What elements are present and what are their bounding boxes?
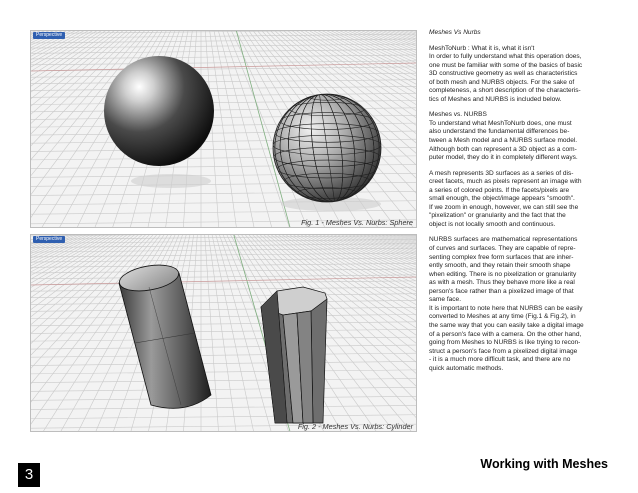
text-line: completeness, a short description of the characteris- [429, 87, 581, 95]
text-line: of a person's face with a camera. On the other hand, [429, 330, 582, 338]
text-line: as with a mesh. Thus they behave more like a real [429, 279, 575, 287]
paragraph-nurbs-definition [429, 236, 612, 373]
text-line: To understand what MeshToNurb does, one must [429, 119, 572, 127]
text-line: struct a person's face from a pixelized digital image [429, 347, 578, 355]
page-number: 3 [18, 463, 40, 487]
figure-2-caption: Fig. 2 - Meshes Vs. Nurbs: Cylinder [297, 422, 413, 431]
text-line: going from Meshes to NURBS is like trying to recon- [429, 339, 581, 347]
text-line: when editing. There is no pixelization or granularity [429, 270, 577, 278]
text-line: ently smooth, and they retain their smooth shape [429, 262, 571, 270]
viewport-label: Perspective [33, 236, 65, 243]
text-line: quick automatic methods. [429, 364, 504, 372]
nurbs-sphere [104, 56, 214, 166]
text-line: of curves and surfaces. They are capable of repre- [429, 245, 576, 253]
paragraph-meshes-vs-nurbs [429, 111, 612, 162]
paragraph-intro [429, 45, 612, 105]
text-line: a series of colored points. If the facets/pixels are [429, 186, 570, 194]
section-title: Working with Meshes [480, 457, 608, 471]
figure-1-caption: Fig. 1 - Meshes Vs. Nurbs: Sphere [301, 218, 413, 227]
text-line: MeshToNurb : What it is, what it isn't [429, 44, 535, 52]
text-line: same face. [429, 296, 462, 304]
text-line: If we zoom in enough, however, we can still see the [429, 203, 579, 211]
text-line: Although both can represent a 3D object as a com- [429, 145, 577, 153]
text-line: puter model, they do it in completely different ways. [429, 154, 578, 162]
text-line: of both mesh and NURBS objects. For the sake of [429, 78, 575, 86]
text-line: also understand the fundamental differences be- [429, 128, 570, 136]
article-title: Meshes Vs Nurbs [429, 29, 481, 36]
text-line: creet facets, much as pixels represent an image with [429, 178, 582, 186]
cylinder-render [31, 235, 416, 431]
shadow [131, 174, 211, 188]
text-line: object is not locally smooth and continuous. [429, 220, 556, 228]
text-line: - it is a much more difficult task, and there are no [429, 356, 571, 364]
text-line: It is important to note here that NURBS can be easily [429, 304, 583, 312]
text-line: small enough, the object/image appears "smooth". [429, 195, 575, 203]
text-line: Meshes vs. NURBS [429, 111, 487, 119]
figure-1-viewport [30, 30, 417, 228]
text-line: "pixelization" or granularity and the fact that the [429, 212, 566, 220]
text-line: the same way that you can easily take a digital image [429, 321, 584, 329]
text-line: tween a Mesh model and a NURBS surface model. [429, 137, 578, 145]
text-line: A mesh represents 3D surfaces as a series of dis- [429, 169, 574, 177]
figure-2-viewport [30, 234, 417, 432]
text-line: converted to Meshes at any time (Fig.1 & Fig.2), in [429, 313, 576, 321]
sphere-render [31, 31, 416, 227]
text-line: 3D constructive geometry as well as characteristics [429, 70, 578, 78]
text-line: NURBS surfaces are mathematical representations [429, 236, 578, 244]
text-line: one must be familiar with some of the basics of basic [429, 61, 583, 69]
article-text [429, 29, 612, 380]
text-line: person's face rather than a pixelized image of that [429, 287, 574, 295]
viewport-label: Perspective [33, 32, 65, 39]
text-line: In order to fully understand what this operation does, [429, 53, 582, 61]
text-line: senting complex free form surfaces that are inher- [429, 253, 574, 261]
text-line: tics of Meshes and NURBS is included below. [429, 95, 562, 103]
mesh-cylinder [261, 287, 327, 423]
paragraph-mesh-definition [429, 170, 612, 230]
